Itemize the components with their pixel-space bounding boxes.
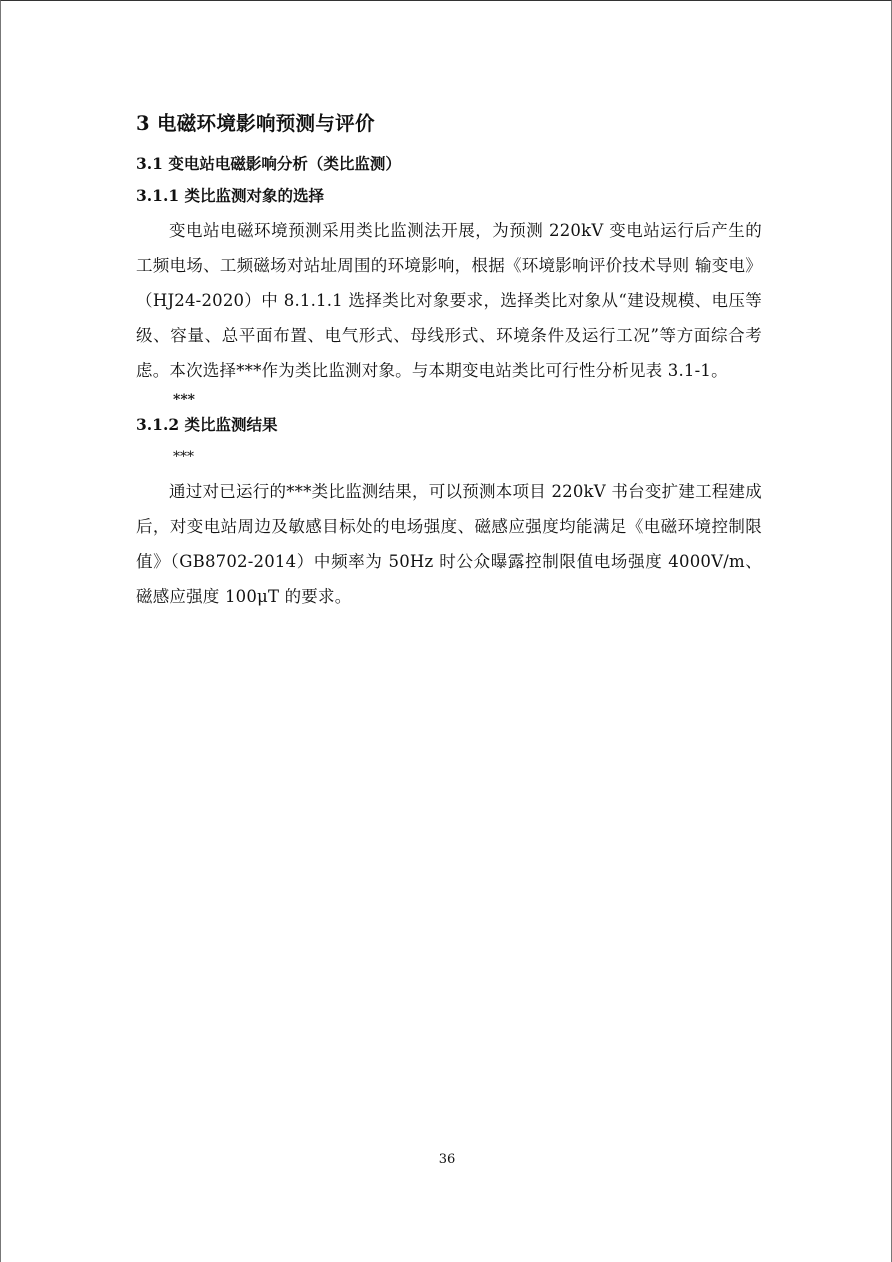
chapter-heading: 3 电磁环境影响预测与评价: [136, 112, 375, 135]
page-content: [136, 109, 762, 614]
redacted-results-placeholder: ***: [173, 449, 194, 465]
subsection-heading-3-1-2: 3.1.2 类比监测结果: [136, 415, 278, 434]
page-number: 36: [438, 1152, 456, 1167]
subsection-heading-3-1-1: 3.1.1 类比监测对象的选择: [136, 186, 325, 205]
redacted-table-placeholder: ***: [173, 392, 195, 408]
paragraph-analog-object-selection: 变电站电磁环境预测采用类比监测法开展，为预测 220kV 变电站运行后产生的工频电场、工频磁场对站址周围的环境影响，根据《环境影响评价技术导则 输变电》（HJ24-2020）中 8.1.1.1 选择类比对象要求，选择类比对象从“建设规模、电压等级、容量、总平面布置、电气形式、母线形式、环境条件及运行工况”等方面综合考虑。本次选择***作为类比监测对象。与本期变电站类比可行性分析见表 3.1-1。: [136, 221, 762, 380]
paragraph-monitoring-results: 通过对已运行的***类比监测结果，可以预测本项目 220kV 书台变扩建工程建成后，对变电站周边及敏感目标处的电场强度、磁感应强度均能满足《电磁环境控制限值》（GB8702-2014）中频率为 50Hz 时公众曝露控制限值电场强度 4000V/m、磁感应强度 100μT 的要求。: [136, 482, 762, 606]
section-heading-3-1: 3.1 变电站电磁影响分析（类比监测）: [136, 154, 401, 173]
